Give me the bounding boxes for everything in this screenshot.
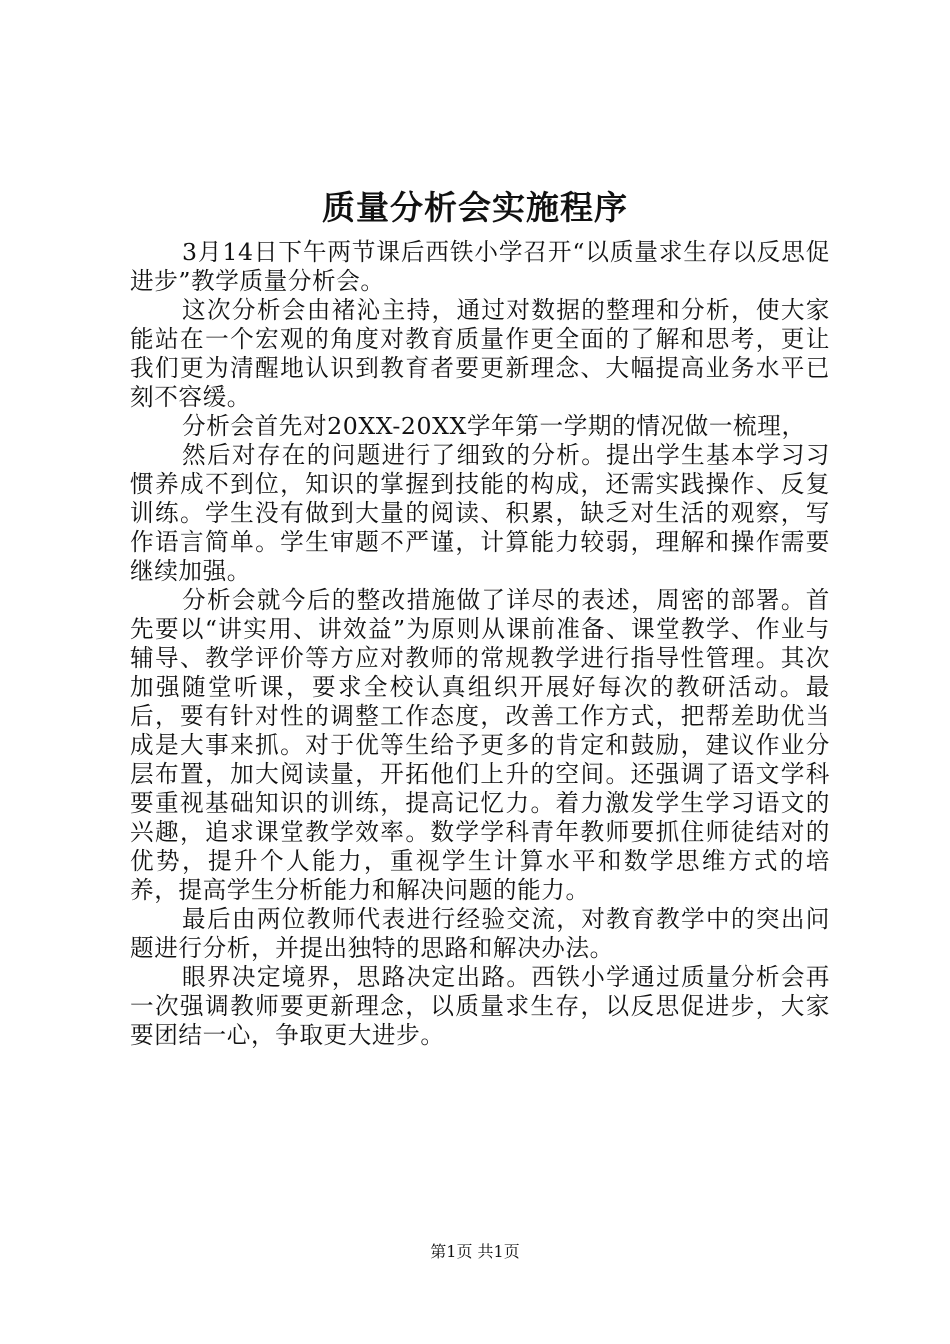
paragraph: 这次分析会由褚沁主持，通过对数据的整理和分析，使大家能站在一个宏观的角度对教育质量作更全面的了解和思考，更让我们更为清醒地认识到教育者要更新理念、大幅提高业务水平已刻不容缓。 xyxy=(130,296,830,411)
page-footer: 第1页 共1页 xyxy=(430,1242,520,1261)
paragraph: 眼界决定境界，思路决定出路。西铁小学通过质量分析会再一次强调教师要更新理念，以质量求生存，以反思促进步，大家要团结一心，争取更大进步。 xyxy=(130,963,830,1049)
document-body xyxy=(130,238,830,1050)
paragraph: 最后由两位教师代表进行经验交流，对教育教学中的突出问题进行分析，并提出独特的思路和解决办法。 xyxy=(130,905,830,962)
paragraph: 分析会首先对20XX-20XX学年第一学期的情况做一梳理， xyxy=(182,412,806,440)
paragraph: 分析会就今后的整改措施做了详尽的表述，周密的部署。首先要以“讲实用、讲效益”为原则从课前准备、课堂教学、作业与辅导、教学评价等方应对教师的常规教学进行指导性管理。其次加强随堂听课，要求全校认真组织开展好每次的教研活动。最后，要有针对性的调整工作态度，改善工作方式，把帮差助优当成是大事来抓。对于优等生给予更多的肯定和鼓励，建议作业分层布置，加大阅读量，开拓他们上升的空间。还强调了语文学科要重视基础知识的训练，提高记忆力。着力激发学生学习语文的兴趣，追求课堂教学效率。数学学科青年教师要抓住师徒结对的优势，提升个人能力，重视学生计算水平和数学思维方式的培养，提高学生分析能力和解决问题的能力。 xyxy=(130,586,830,904)
paragraph: 然后对存在的问题进行了细致的分析。提出学生基本学习习惯养成不到位，知识的掌握到技能的构成，还需实践操作、反复训练。学生没有做到大量的阅读、积累，缺乏对生活的观察，写作语言简单。学生审题不严谨，计算能力较弱，理解和操作需要继续加强。 xyxy=(130,441,830,585)
paragraph: 3月14日下午两节课后西铁小学召开“以质量求生存以反思促进步”教学质量分析会。 xyxy=(130,238,830,295)
document-title: 质量分析会实施程序 xyxy=(322,188,628,227)
